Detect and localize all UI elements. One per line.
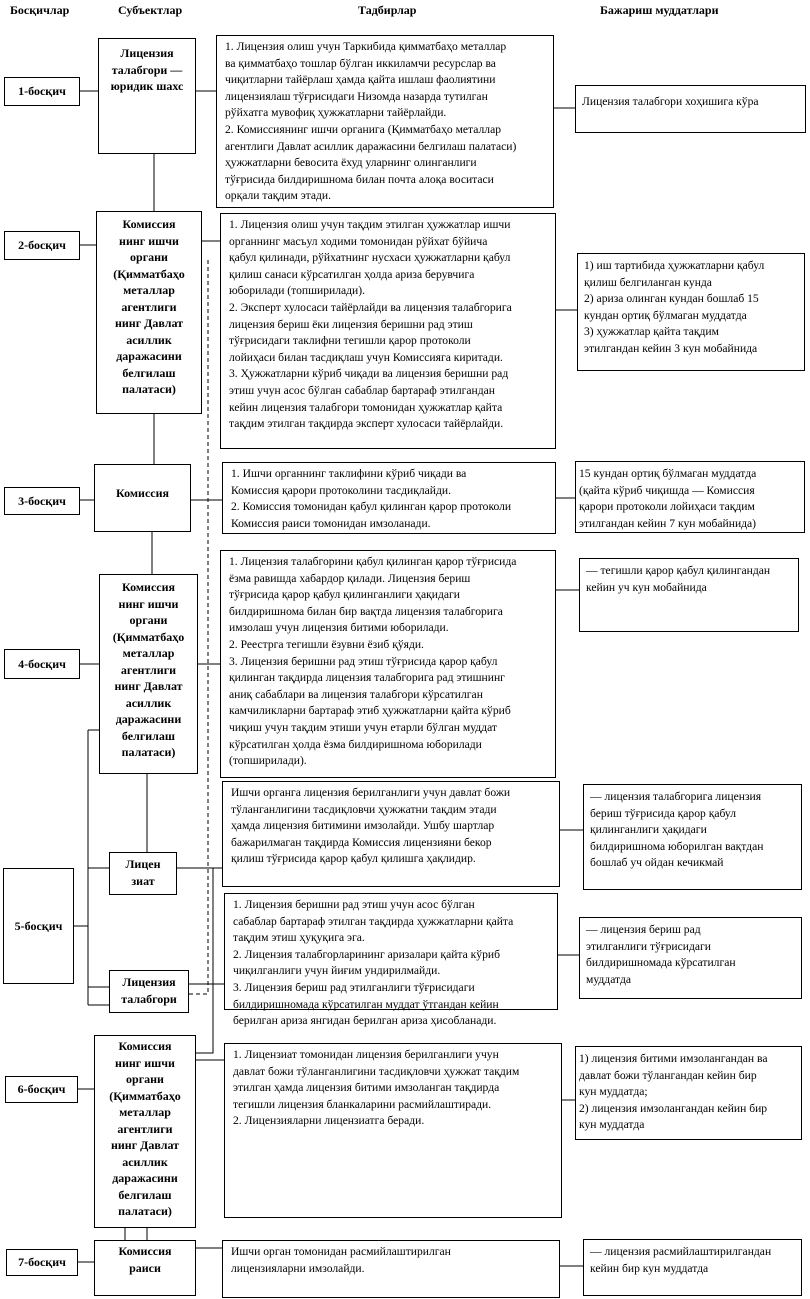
action-stage-6: 1. Лицензиат томонидан лицензия берилганлиги учун давлат божи тўланганлигини тасдиқловчи ҳужжат тақдим этилган ҳамда лицензия битими имзоланган тақдирда тегишли лицензия бланкаларини расмийлаштиради. 2. Лицензияларни лицензиатга беради. <box>224 1043 562 1218</box>
stage-3: 3-босқич <box>4 487 80 515</box>
deadline-stage-5-licensee: — лицензия талабгорига лицензия бериш тўғрисида қарор қабул қилинганлиги ҳақидаги билдиришнома юборилган вақтдан бошлаб уч ойдан кечикмай <box>583 784 802 890</box>
action-stage-4: 1. Лицензия талабгорини қабул қилинган қарор тўғрисида ёзма равишда хабардор қилади. Лицензия бериш тўғрисида қарор қабул қилинганлиги ҳақидаги билдиришнома билан бир вақтда лицензия талабгорига имзолаш учун лицензия битими юборилади. 2. Реестрга тегишли ёзувни ёзиб қўяди. 3. Лицензия беришни рад этиш тўғрисида қарор қабул қилинган тақдирда лицензия талабгорига рад этишнинг аниқ сабаблари ва лицензия талабгори кўрсатилган камчиликларни бартараф этиб ҳужжатларни қайта кўриб чиқиш учун тақдим этиши учун етарли бўлган муддат кўрсатилган ҳолда ёзма билдиришнома юборилади (топширилади). <box>220 550 556 778</box>
deadline-stage-1: Лицензия талабгори хоҳишига кўра <box>575 85 806 133</box>
header-actions: Тадбирлар <box>358 3 417 17</box>
subject-working-body: Комиссия нинг ишчи органи (Қимматбаҳо металлар агентлиги нинг Давлат асиллик даражасини белгилаш палатаси) <box>94 1035 196 1228</box>
subject-working-body: Комиссия нинг ишчи органи (Қимматбаҳо металлар агентлиги нинг Давлат асиллик даражасини белгилаш палатаси) <box>96 211 202 414</box>
deadline-stage-5-applicant: — лицензия бериш рад этилганлиги тўғрисидаги билдиришномада кўрсатилган муддатда <box>579 917 802 999</box>
action-stage-2: 1. Лицензия олиш учун тақдим этилган ҳужжатлар ишчи органнинг масъул ходими томонидан рўйхат бўйича қабул қилинади, рўйхатнинг нусхаси ҳужжатларни қабул қилиш санаси кўрсатилган ҳолда ариза берувчига юборилади (топширилади). 2. Эксперт хулосаси тайёрлайди ва лицензия талабгорига лицензия бериш ёки лицензия беришни рад этиш тўғрисидаги таклифни тегишли қарор протоколи лойиҳаси билан тасдиқлаш учун Комиссияга киритади. 3. Ҳужжатларни кўриб чиқади ва лицензия беришни рад этиш учун асос бўлган сабаблар бартараф этилгандан кейин лицензия талабгори томонидан ҳужжатлар қайта тақдим этилган тақдирда эксперт хулосаси тайёрлайди. <box>220 213 556 449</box>
deadline-stage-2: 1) иш тартибида ҳужжатларни қабул қилиш белгиланган кунда 2) ариза олинган кундан бошлаб 15 кундан ортиқ бўлмаган муддатда 3) ҳужжатлар қайта тақдим этилгандан кейин 3 кун мобайнида <box>577 253 805 371</box>
subject-license-applicant: Лицензия талабгори <box>109 970 189 1013</box>
stage-5: 5-босқич <box>3 868 74 984</box>
stage-7: 7-босқич <box>6 1249 78 1276</box>
deadline-stage-4: — тегишли қарор қабул қилингандан кейин уч кун мобайнида <box>579 558 799 632</box>
stage-1: 1-босқич <box>4 77 80 106</box>
subject-licensee: Лицен зиат <box>109 852 177 895</box>
stage-4: 4-босқич <box>4 649 80 679</box>
deadline-stage-3: 15 кундан ортиқ бўлмаган муддатда (қайта кўриб чиқишда — Комиссия қарори протоколи лойиҳаси тақдим этилгандан кейин 7 кун мобайнида) <box>575 461 805 533</box>
header-subjects: Субъектлар <box>118 3 183 17</box>
subject-commission-chairman: Комиссия раиси <box>94 1240 196 1296</box>
deadline-stage-7: — лицензия расмийлаштирилгандан кейин бир кун муддатда <box>583 1239 802 1296</box>
stage-6: 6-босқич <box>5 1076 78 1103</box>
action-stage-3: 1. Ишчи органнинг таклифини кўриб чиқади ва Комиссия қарори протоколини тасдиқлайди. 2. Комиссия томонидан қабул қилинган қарор протоколи Комиссия раиси томонидан имзоланади. <box>222 462 556 534</box>
action-stage-7: Ишчи орган томонидан расмийлаштирилган лицензияларни имзолайди. <box>222 1240 560 1298</box>
subject-working-body: Комиссия нинг ишчи органи (Қимматбаҳо металлар агентлиги нинг Давлат асиллик даражасини белгилаш палатаси) <box>99 574 198 774</box>
action-stage-1: 1. Лицензия олиш учун Таркибида қимматбаҳо металлар ва қимматбаҳо тошлар бўлган иккиламчи ресурслар ва чиқитларни тайёрлаш ҳамда қайта ишлаш фаолиятини лицензиялаш тўғрисидаги Низомда назарда тутилган рўйхатга мувофиқ ҳужжатларни тайёрлайди. 2. Комиссиянинг ишчи органига (Қимматбаҳо металлар агентлиги Давлат асиллик даражасини белгилаш палатаси) ҳужжатларни бевосита ёхуд уларнинг олинганлиги тўғрисида билдиришнома билан почта алоқа воситаси орқали тақдим этади. <box>216 35 554 208</box>
subject-commission: Комиссия <box>94 464 191 532</box>
subject-license-applicant-legal-entity: Лицензия талабгори — юридик шахс <box>98 38 196 154</box>
stage-2: 2-босқич <box>4 231 80 260</box>
header-deadlines: Бажариш муддатлари <box>600 3 719 17</box>
action-stage-5-applicant: 1. Лицензия беришни рад этиш учун асос бўлган сабаблар бартараф этилган тақдирда ҳужжатларни қайта тақдим этиш ҳуқуқига эга. 2. Лицензия талабгорларининг аризалари қайта кўриб чиқилганлиги учун йиғим ундирилмайди. 3. Лицензия бериш рад этилганлиги тўғрисидаги билдиришномада кўрсатилган муддат ўтгандан кейин берилган ариза янгидан берилган ариза ҳисобланади. <box>224 893 558 1010</box>
action-stage-5-licensee: Ишчи органга лицензия берилганлиги учун давлат божи тўланганлигини тасдиқловчи ҳужжатни тақдим этади ҳамда лицензия битимини имзолайди. Ушбу шартлар бажарилмаган тақдирда Комиссия лицензияни бекор қилиш тўғрисида қарор қабул қилишга ҳақлидир. <box>222 781 560 887</box>
header-stages: Босқичлар <box>10 3 70 17</box>
deadline-stage-6: 1) лицензия битими имзолангандан ва давлат божи тўлангандан кейин бир кун муддатда; 2) лицензия имзолангандан кейин бир кун муддатда <box>575 1046 802 1140</box>
